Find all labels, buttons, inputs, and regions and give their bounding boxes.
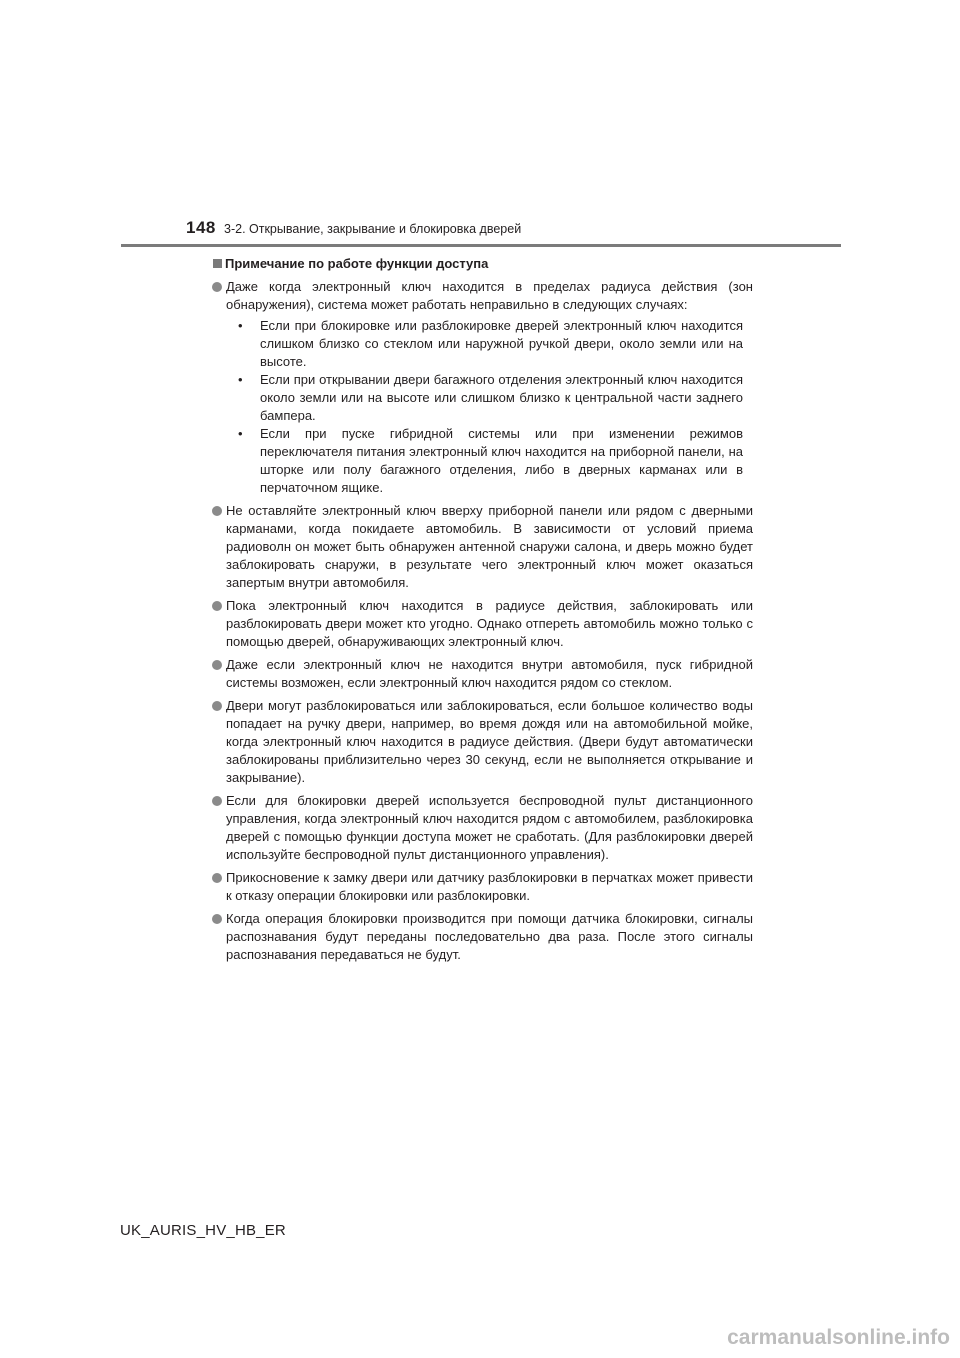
circle-bullet-icon — [212, 796, 222, 806]
list-item-text: Даже если электронный ключ не находится внутри автомобиля, пуск гибридной системы возможен, если электронный ключ находится рядом со стеклом. — [226, 657, 753, 690]
main-content — [212, 255, 753, 969]
list-item — [212, 792, 753, 864]
section-title-text: Примечание по работе функции доступа — [225, 256, 489, 271]
circle-bullet-icon — [212, 701, 222, 711]
section-heading — [212, 255, 753, 273]
list-item — [212, 697, 753, 787]
list-item-text: Не оставляйте электронный ключ вверху приборной панели или рядом с дверными карманами, когда покидаете автомобиль. В зависимости от условий приема радиоволн он может быть обнаружен антенной снаружи салона, и дверь можно будет заблокировать снаружи, в результате чего электронный ключ может оказаться запертым внутри автомобиля. — [226, 503, 753, 590]
header-divider — [121, 244, 841, 247]
list-item — [212, 910, 753, 964]
sub-list-item — [238, 371, 743, 425]
sub-bullet-icon: • — [238, 318, 243, 333]
sub-list — [212, 317, 753, 497]
chapter-title: 3-2. Открывание, закрывание и блокировка дверей — [224, 222, 522, 236]
list-item — [212, 502, 753, 592]
sub-bullet-icon: • — [238, 426, 243, 441]
circle-bullet-icon — [212, 506, 222, 516]
square-bullet-icon — [213, 259, 222, 268]
watermark-text: carmanualsonline.info — [727, 1326, 950, 1349]
sub-list-item-text: Если при открывании двери багажного отделения электронный ключ находится около земли или на высоте или слишком близко к центральной части заднего бампера. — [260, 372, 743, 423]
list-item-text: Даже когда электронный ключ находится в пределах радиуса действия (зон обнаружения), система может работать неправильно в следующих случаях: — [226, 279, 753, 312]
circle-bullet-icon — [212, 873, 222, 883]
circle-bullet-icon — [212, 601, 222, 611]
sub-bullet-icon: • — [238, 372, 243, 387]
circle-bullet-icon — [212, 914, 222, 924]
document-code: UK_AURIS_HV_HB_ER — [120, 1222, 286, 1239]
sub-list-item — [238, 425, 743, 497]
page-number: 148 — [186, 218, 216, 237]
list-item-text: Пока электронный ключ находится в радиусе действия, заблокировать или разблокировать двери может кто угодно. Однако отпереть автомобиль можно только с помощью дверей, обнаруживающих электронный ключ. — [226, 598, 753, 649]
sub-list-item-text: Если при блокировке или разблокировке дверей электронный ключ находится слишком близко со стеклом или наружной ручкой двери, около земли или на высоте. — [260, 318, 743, 369]
list-item — [212, 278, 753, 314]
list-item — [212, 597, 753, 651]
sub-list-item-text: Если при пуске гибридной системы или при изменении режимов переключателя питания электронный ключ находится на приборной панели, на шторке или полу багажного отделения, либо в дверных карманах или в перчаточном ящике. — [260, 426, 743, 495]
circle-bullet-icon — [212, 282, 222, 292]
list-item — [212, 869, 753, 905]
sub-list-item — [238, 317, 743, 371]
list-item-text: Прикосновение к замку двери или датчику разблокировки в перчатках может привести к отказу операции блокировки или разблокировки. — [226, 870, 753, 903]
list-item-text: Когда операция блокировки производится при помощи датчика блокировки, сигналы распознавания будут переданы последовательно два раза. После этого сигналы распознавания передаваться не будут. — [226, 911, 753, 962]
circle-bullet-icon — [212, 660, 222, 670]
list-item-text: Двери могут разблокироваться или заблокироваться, если большое количество воды попадает на ручку двери, например, во время дождя или на автомобильной мойке, когда электронный ключ находится в радиусе действия. (Двери будут автоматически заблокированы приблизительно через 30 секунд, если не выполняется открывание и закрывание). — [226, 698, 753, 785]
list-item — [212, 656, 753, 692]
list-item-text: Если для блокировки дверей используется беспроводной пульт дистанционного управления, когда электронный ключ находится рядом с автомобилем, разблокировка дверей с помощью функции доступа может не сработать. (Для разблокировки дверей используйте беспроводной пульт дистанционного управления). — [226, 793, 753, 862]
